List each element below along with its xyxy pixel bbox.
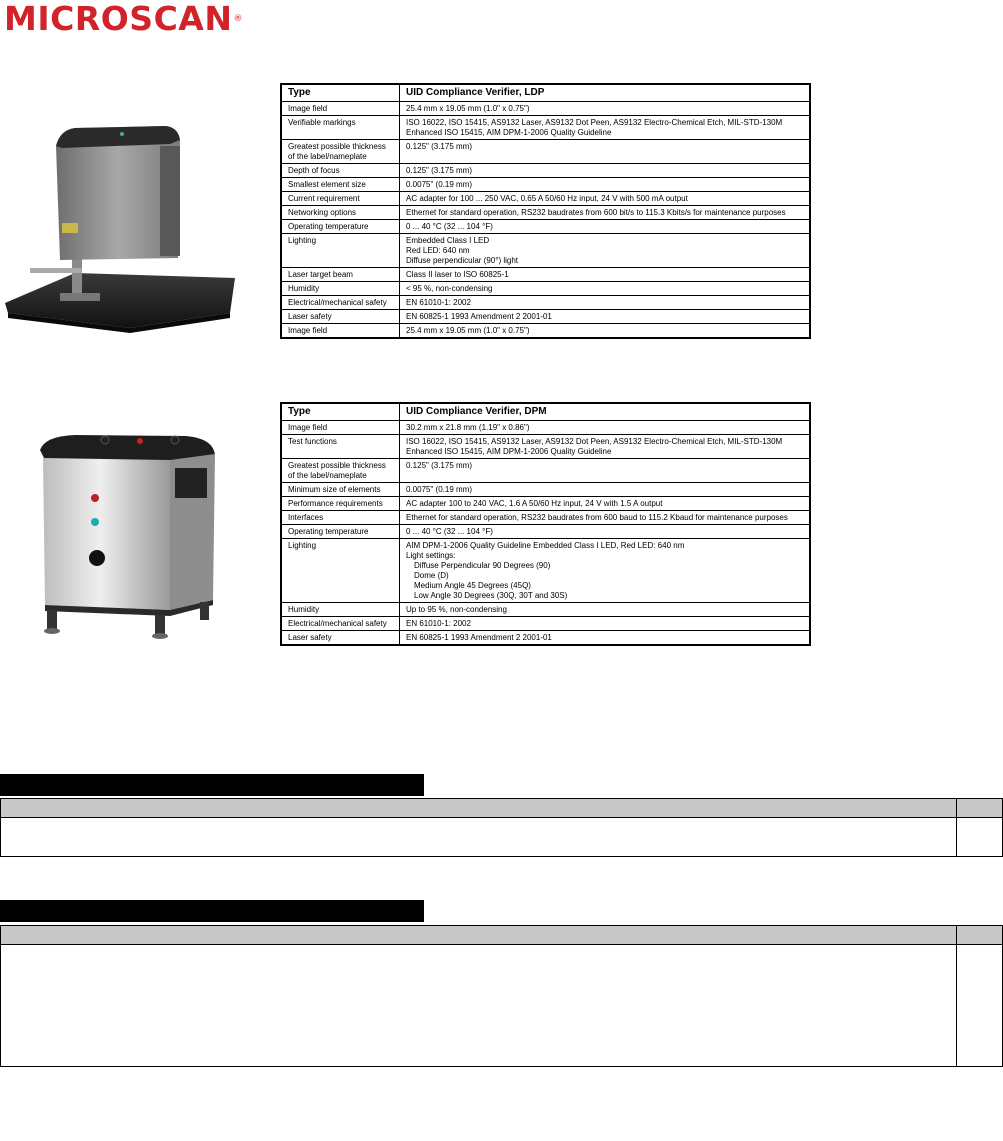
spec-value-line: 0.125" (3.175 mm) (406, 461, 472, 470)
spec-value-line: 30.2 mm x 21.8 mm (1.19" x 0.86") (406, 423, 530, 432)
spec-label: Networking options (281, 206, 400, 220)
spec-value (400, 268, 811, 282)
spec-value-line: Embedded Class I LED (406, 236, 490, 245)
spec-header-row (281, 403, 810, 421)
spec-label: Laser safety (281, 631, 400, 646)
spec-label: Performance requirements (281, 497, 400, 511)
spec-row (281, 421, 810, 435)
spec-value (400, 220, 811, 234)
spec-label: Laser safety (281, 310, 400, 324)
ldp-spec-table (280, 83, 811, 339)
spec-label: Electrical/mechanical safety (281, 617, 400, 631)
spec-value-line: 0.125" (3.175 mm) (406, 142, 472, 151)
spec-value-line: 0 ... 40 °C (32 ... 104 °F) (406, 527, 493, 536)
spec-header-value: UID Compliance Verifier, DPM (400, 403, 811, 421)
spec-value-line: Ethernet for standard operation, RS232 baudrates from 600 baud to 115.2 Kbaud for maintenance purposes (406, 513, 788, 522)
spec-value (400, 116, 811, 140)
brand-logo: MICROSCAN® (4, 0, 243, 38)
spec-value-line: Up to 95 %, non-condensing (406, 605, 507, 614)
spec-value (400, 497, 811, 511)
spec-row (281, 178, 810, 192)
spec-row (281, 631, 810, 646)
spec-value-line: ISO 16022, ISO 15415, AS9132 Laser, AS9132 Dot Peen, AS9132 Electro-Chemical Etch, MIL-STD-130M (406, 437, 783, 446)
spec-value (400, 421, 811, 435)
spec-value (400, 324, 811, 339)
spec-label: Greatest possible thickness of the label/nameplate (281, 459, 400, 483)
spec-label: Interfaces (281, 511, 400, 525)
spec-value-line: AC adapter 100 to 240 VAC, 1.6 A 50/60 Hz input, 24 V with 1.5 A output (406, 499, 663, 508)
spec-row (281, 511, 810, 525)
spec-value-line: AIM DPM-1-2006 Quality Guideline Embedded Class I LED, Red LED: 640 nm (406, 541, 685, 550)
spec-value-line: Red LED: 640 nm (406, 246, 470, 255)
spec-value (400, 435, 811, 459)
spec-row (281, 525, 810, 539)
spec-label: Image field (281, 421, 400, 435)
spec-value-line: EN 61010-1: 2002 (406, 619, 471, 628)
spec-value (400, 631, 811, 646)
spec-value-line: 25.4 mm x 19.05 mm (1.0" x 0.75") (406, 104, 530, 113)
ldp-product-image (0, 118, 245, 333)
spec-row (281, 296, 810, 310)
spec-label: Lighting (281, 539, 400, 603)
spec-row (281, 459, 810, 483)
section-1-gray-bar (1, 799, 1002, 818)
spec-row (281, 282, 810, 296)
spec-value-line: Enhanced ISO 15415, AIM DPM-1-2006 Quality Guideline (406, 447, 612, 456)
spec-value (400, 511, 811, 525)
spec-row (281, 102, 810, 116)
spec-value-line: 0.125" (3.175 mm) (406, 166, 472, 175)
spec-row (281, 603, 810, 617)
spec-value (400, 206, 811, 220)
spec-row (281, 324, 810, 339)
spec-header-label: Type (281, 84, 400, 102)
spec-value (400, 234, 811, 268)
spec-value-line: Ethernet for standard operation, RS232 baudrates from 600 bit/s to 115.3 Kbits/s for maintenance purposes (406, 208, 786, 217)
spec-value (400, 539, 811, 603)
spec-value (400, 192, 811, 206)
spec-label: Image field (281, 324, 400, 339)
spec-value-line: < 95 %, non-condensing (406, 284, 493, 293)
spec-label: Current requirement (281, 192, 400, 206)
spec-value-indented-line: Medium Angle 45 Degrees (45Q) (414, 581, 531, 590)
spec-value (400, 617, 811, 631)
section-2-header-bar (0, 900, 424, 922)
spec-label: Greatest possible thickness of the label/nameplate (281, 140, 400, 164)
section-1-header-bar (0, 774, 424, 796)
spec-row (281, 310, 810, 324)
spec-label: Humidity (281, 282, 400, 296)
spec-value-line: 0.0075" (0.19 mm) (406, 485, 472, 494)
spec-label: Laser target beam (281, 268, 400, 282)
spec-row (281, 192, 810, 206)
spec-row (281, 206, 810, 220)
spec-value (400, 140, 811, 164)
section-2-box (0, 925, 1003, 1067)
dpm-spec-table (280, 402, 811, 646)
spec-value-line: EN 60825-1 1993 Amendment 2 2001-01 (406, 312, 552, 321)
spec-row (281, 539, 810, 603)
spec-value-line: Class II laser to ISO 60825-1 (406, 270, 509, 279)
spec-value-line: Light settings: (406, 551, 456, 560)
spec-label: Image field (281, 102, 400, 116)
spec-row (281, 220, 810, 234)
spec-row (281, 164, 810, 178)
spec-value-line: 0 ... 40 °C (32 ... 104 °F) (406, 222, 493, 231)
spec-value-line: 25.4 mm x 19.05 mm (1.0" x 0.75") (406, 326, 530, 335)
spec-value-indented-line: Diffuse Perpendicular 90 Degrees (90) (414, 561, 551, 570)
spec-value (400, 102, 811, 116)
spec-label: Minimum size of elements (281, 483, 400, 497)
spec-value-indented-line: Low Angle 30 Degrees (30Q, 30T and 30S) (414, 591, 568, 600)
spec-label: Verifiable markings (281, 116, 400, 140)
spec-row (281, 268, 810, 282)
spec-value-line: EN 60825-1 1993 Amendment 2 2001-01 (406, 633, 552, 642)
spec-header-label: Type (281, 403, 400, 421)
spec-value-line: Enhanced ISO 15415, AIM DPM-1-2006 Quality Guideline (406, 128, 612, 137)
spec-row (281, 116, 810, 140)
spec-header-value: UID Compliance Verifier, LDP (400, 84, 811, 102)
section-2-gray-bar (1, 926, 1002, 945)
spec-label: Operating temperature (281, 220, 400, 234)
spec-header-row (281, 84, 810, 102)
spec-value (400, 296, 811, 310)
spec-label: Lighting (281, 234, 400, 268)
section-1-box (0, 798, 1003, 857)
spec-value (400, 483, 811, 497)
spec-value-line: Diffuse perpendicular (90°) light (406, 256, 518, 265)
spec-value (400, 282, 811, 296)
spec-label: Depth of focus (281, 164, 400, 178)
spec-label: Operating temperature (281, 525, 400, 539)
spec-value (400, 603, 811, 617)
spec-label: Test functions (281, 435, 400, 459)
spec-value-line: 0.0075" (0.19 mm) (406, 180, 472, 189)
spec-value-line: ISO 16022, ISO 15415, AS9132 Laser, AS9132 Dot Peen, AS9132 Electro-Chemical Etch, MIL-STD-130M (406, 118, 783, 127)
spec-row (281, 140, 810, 164)
spec-value (400, 164, 811, 178)
spec-value (400, 525, 811, 539)
spec-value-line: AC adapter for 100 ... 250 VAC, 0.65 A 50/60 Hz input, 24 V with 500 mA output (406, 194, 688, 203)
spec-row (281, 497, 810, 511)
spec-label: Electrical/mechanical safety (281, 296, 400, 310)
spec-value-line: EN 61010-1: 2002 (406, 298, 471, 307)
spec-label: Smallest element size (281, 178, 400, 192)
spec-value (400, 310, 811, 324)
dpm-product-image (35, 430, 225, 640)
spec-value (400, 178, 811, 192)
spec-value-indented-line: Dome (D) (414, 571, 449, 580)
spec-row (281, 617, 810, 631)
spec-label: Humidity (281, 603, 400, 617)
spec-row (281, 483, 810, 497)
spec-row (281, 435, 810, 459)
spec-row (281, 234, 810, 268)
spec-value (400, 459, 811, 483)
